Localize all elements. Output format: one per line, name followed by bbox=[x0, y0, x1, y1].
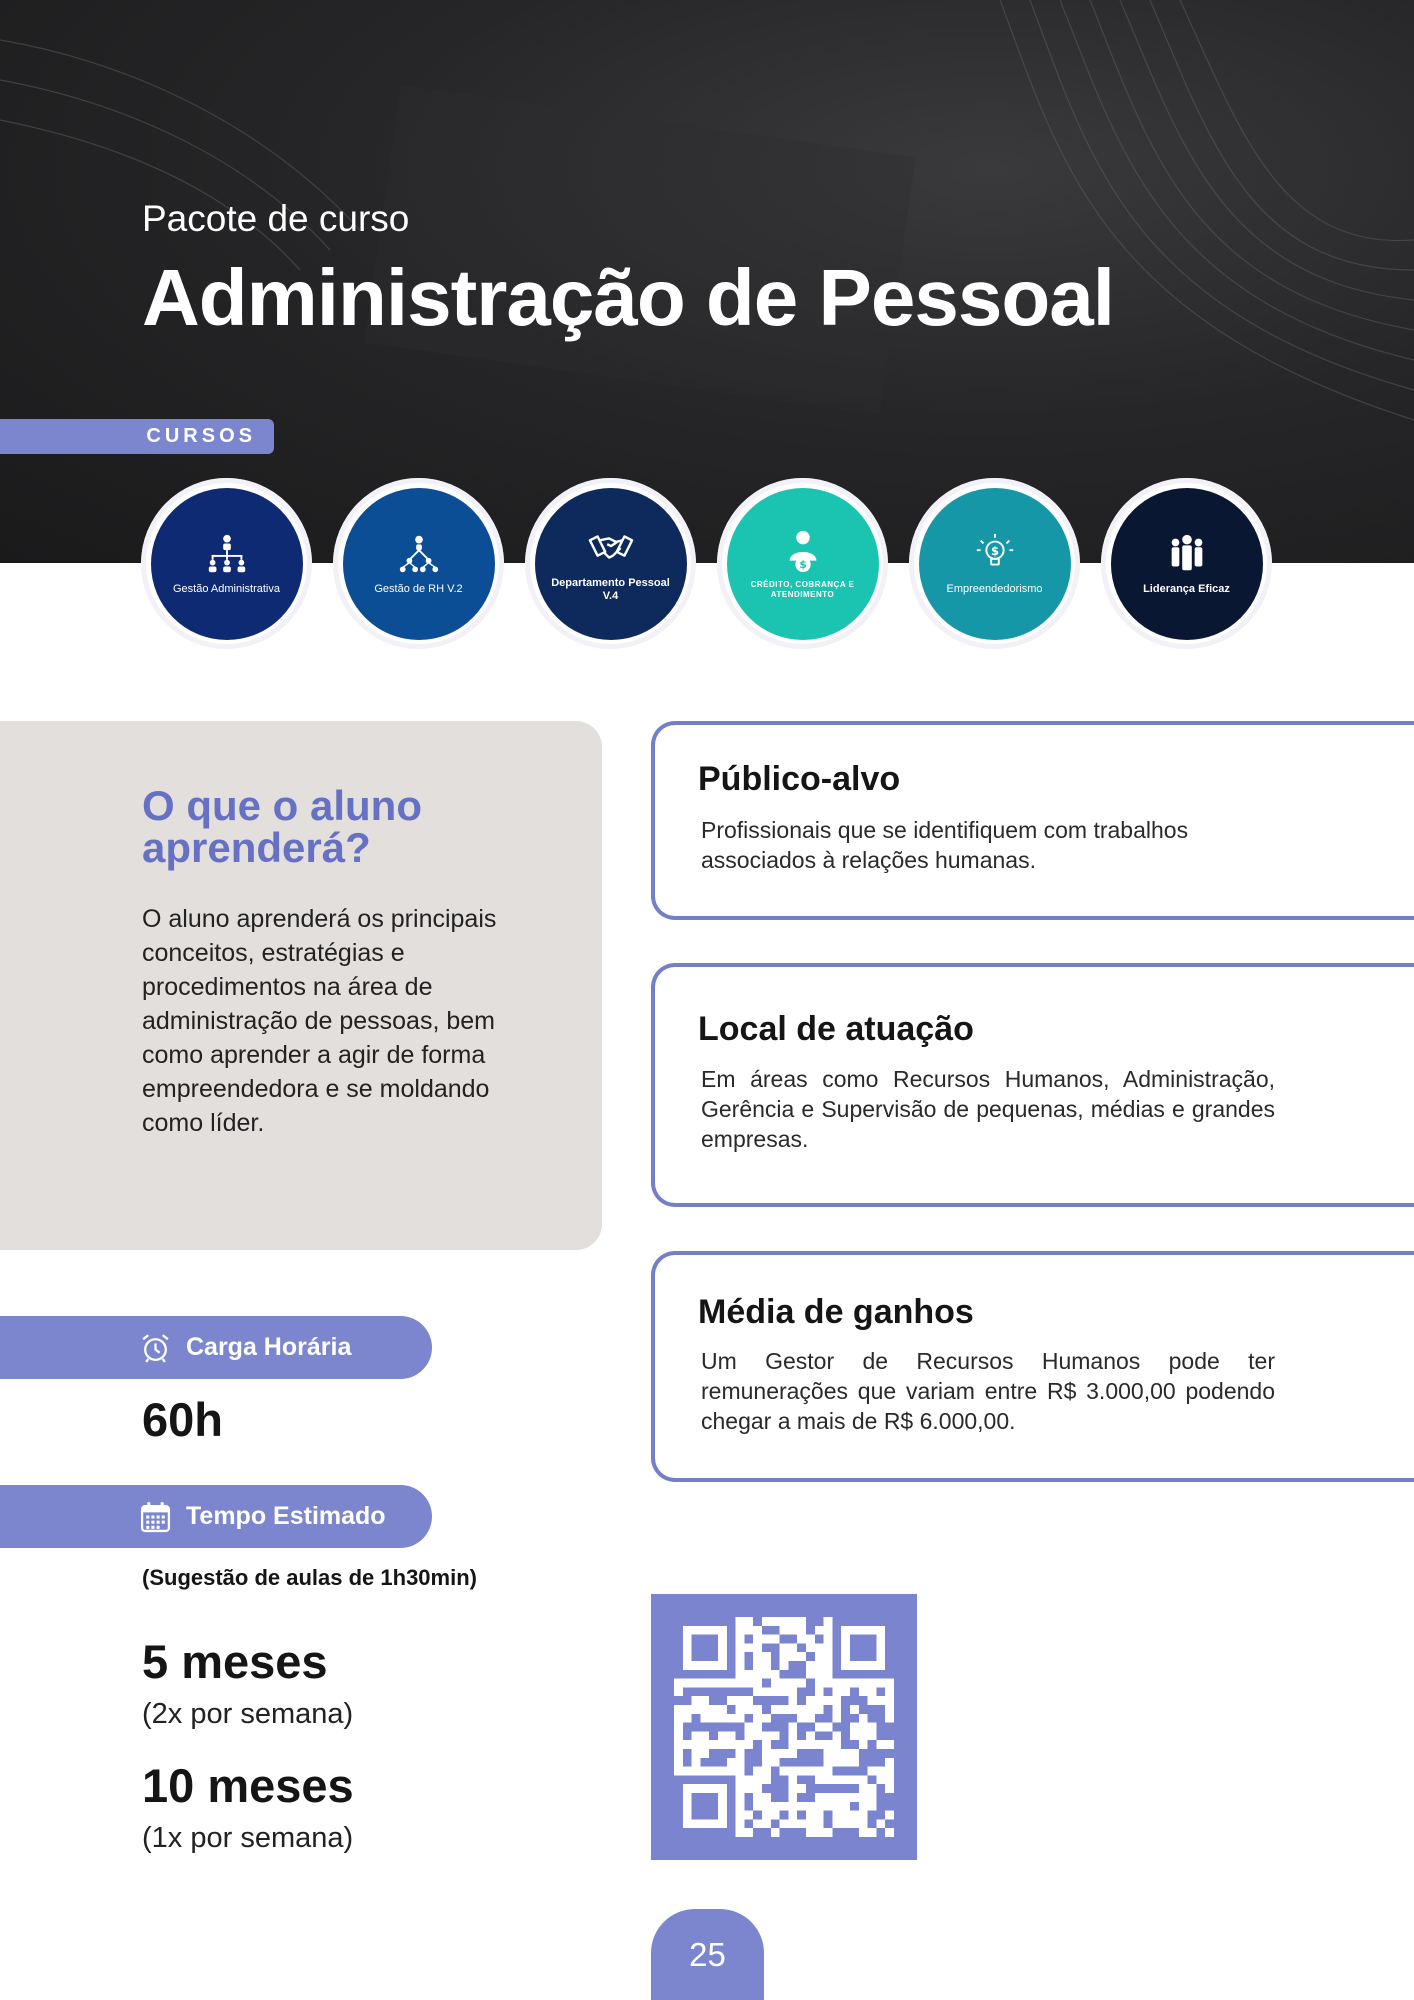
lightbulb-dollar-icon bbox=[972, 531, 1018, 577]
courses-tag: CURSOS bbox=[0, 419, 274, 454]
alarm-clock-icon bbox=[139, 1331, 172, 1364]
calendar-icon bbox=[139, 1500, 172, 1533]
workload-label: Carga Horária bbox=[186, 1333, 352, 1361]
course-label: Departamento Pessoal V.4 bbox=[551, 576, 670, 602]
course-label: Gestão Administrativa bbox=[173, 583, 280, 595]
time-note: (Sugestão de aulas de 1h30min) bbox=[142, 1565, 477, 1590]
course-badge-gestao-rh[interactable] bbox=[333, 478, 504, 649]
audience-text: Profissionais que se identifiquem com trabalhos associados à relações humanas. bbox=[701, 817, 1189, 873]
hero-title: Administração de Pessoal bbox=[142, 253, 1114, 342]
course-badge-gestao-administrativa[interactable] bbox=[141, 478, 312, 649]
money-person-icon bbox=[780, 528, 826, 574]
location-title: Local de atuação bbox=[698, 1010, 974, 1048]
learning-text: O aluno aprenderá os principais conceitos, estratégias e procedimentos na área de administração de pessoas, bem como aprender a agir de forma empreendedora e se moldando como líder. bbox=[142, 905, 497, 1137]
hero-subtitle: Pacote de curso bbox=[142, 198, 410, 239]
course-label: Gestão de RH V.2 bbox=[374, 583, 463, 595]
earnings-title: Média de ganhos bbox=[698, 1293, 974, 1331]
time-pill bbox=[0, 1485, 432, 1548]
course-badge-credito-cobranca[interactable] bbox=[717, 478, 888, 649]
network-icon bbox=[396, 531, 442, 577]
course-label: CRÉDITO, COBRANÇA E ATENDIMENTO bbox=[750, 579, 855, 599]
course-badge-empreendedorismo[interactable] bbox=[909, 478, 1080, 649]
qr-code-icon bbox=[674, 1617, 894, 1837]
audience-title: Público-alvo bbox=[698, 760, 901, 798]
course-badge-departamento-pessoal[interactable] bbox=[525, 478, 696, 649]
page-number: 25 bbox=[651, 1909, 764, 2000]
svg-text:$: $ bbox=[990, 543, 999, 558]
team-icon bbox=[1164, 531, 1210, 577]
learning-title: O que o aluno aprenderá? bbox=[142, 782, 422, 871]
earnings-text: Um Gestor de Recursos Humanos pode ter remunerações que variam entre R$ 3.000,00 podendo chegar a mais de R$ 6.000,00. bbox=[701, 1348, 1275, 1434]
workload-pill bbox=[0, 1316, 432, 1379]
course-badge-lideranca-eficaz[interactable] bbox=[1101, 478, 1272, 649]
svg-text:$: $ bbox=[798, 558, 807, 571]
option2-note: (1x por semana) bbox=[142, 1822, 354, 1854]
workload-value: 60h bbox=[142, 1393, 223, 1446]
handshake-icon bbox=[588, 525, 634, 571]
course-label: Empreendedorismo bbox=[946, 583, 1043, 595]
org-chart-icon bbox=[204, 531, 250, 577]
location-text: Em áreas como Recursos Humanos, Administração, Gerência e Supervisão de pequenas, médias e grandes empresas. bbox=[701, 1066, 1275, 1152]
course-label: Liderança Eficaz bbox=[1143, 583, 1230, 595]
qr-code[interactable] bbox=[651, 1594, 917, 1860]
time-label: Tempo Estimado bbox=[186, 1502, 386, 1530]
option1-note: (2x por semana) bbox=[142, 1698, 354, 1730]
option2-value: 10 meses bbox=[142, 1759, 354, 1812]
option1-value: 5 meses bbox=[142, 1635, 328, 1688]
